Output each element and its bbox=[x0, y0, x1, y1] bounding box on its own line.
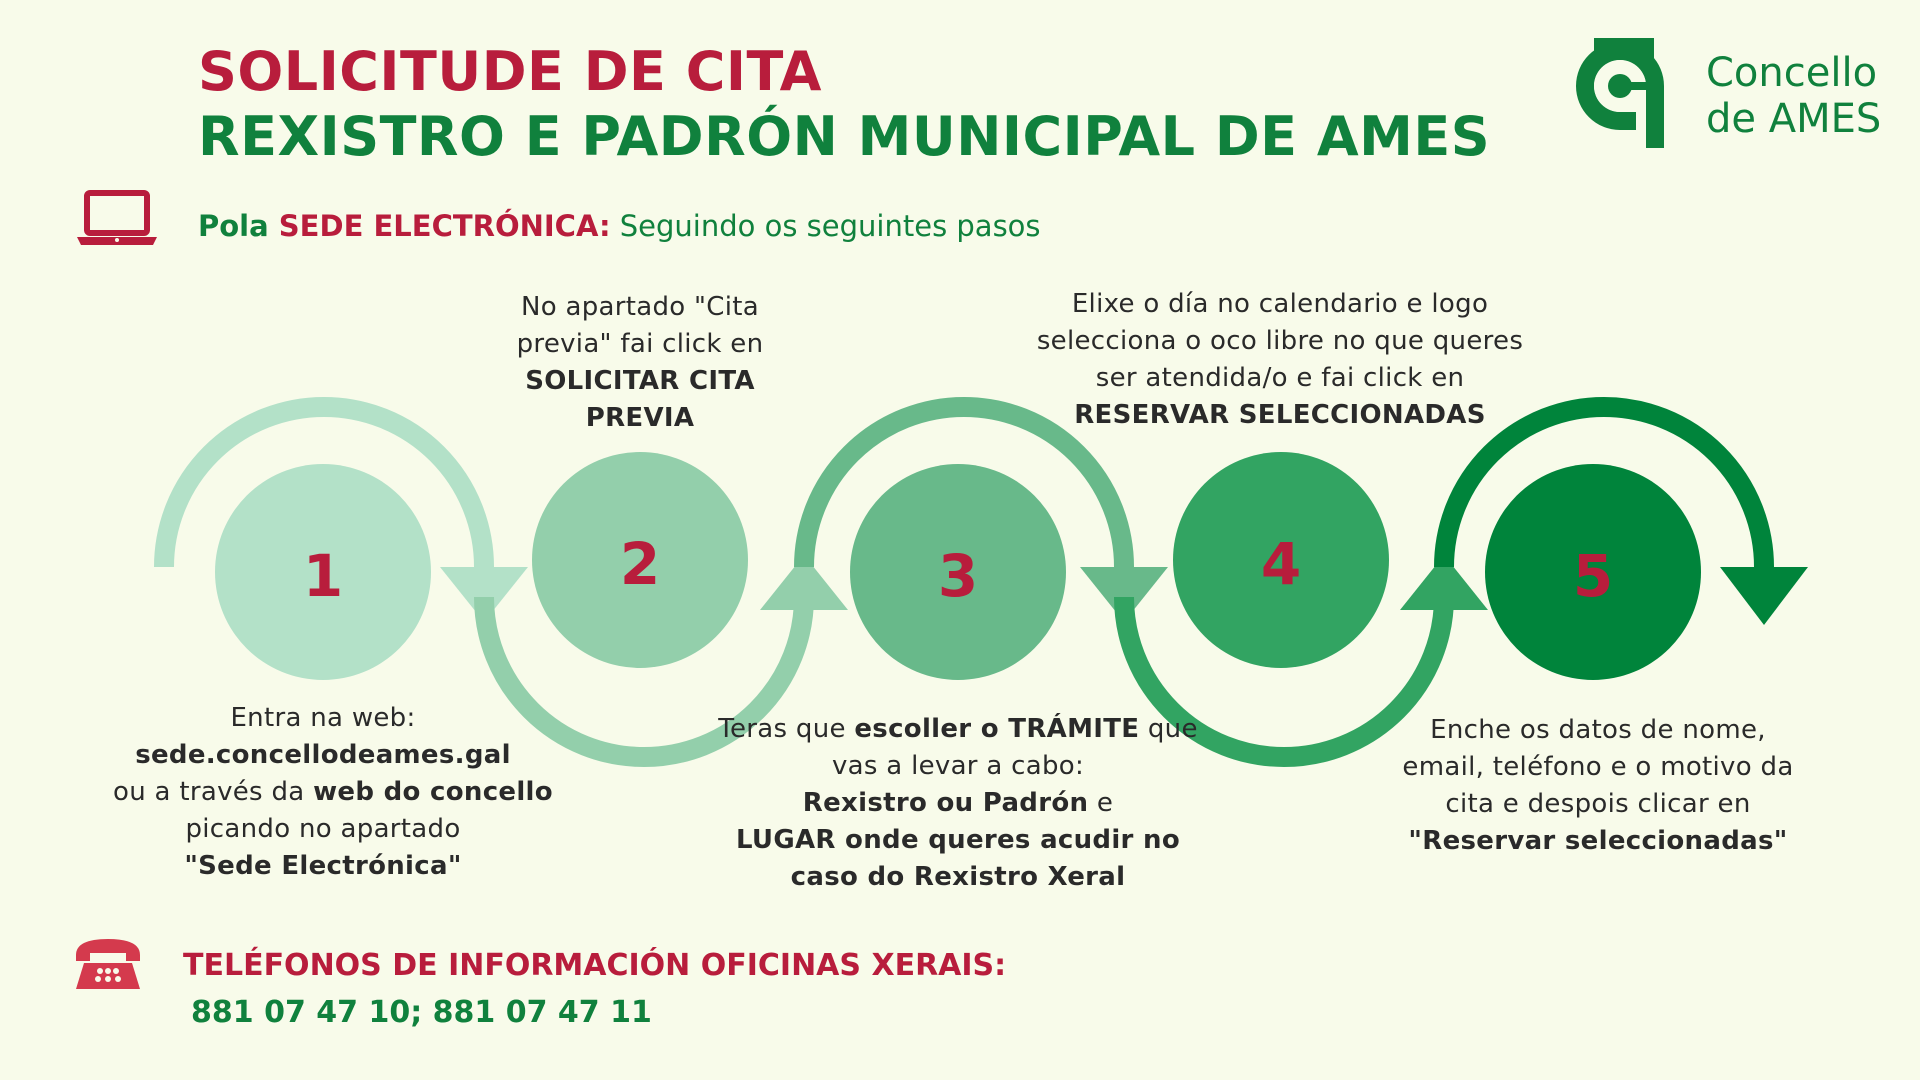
subtitle-prefix: Pola bbox=[198, 209, 279, 243]
step-2-number: 2 bbox=[619, 530, 661, 598]
step-3-line3a: Rexistro ou Padrón bbox=[802, 788, 1089, 818]
step-4-line4 bbox=[1010, 397, 1550, 434]
step-3-line5 bbox=[698, 859, 1218, 896]
page-title-line2: REXISTRO E PADRÓN MUNICIPAL DE AMES bbox=[198, 105, 1491, 168]
step-5-line2: email, teléfono e o motivo da bbox=[1402, 752, 1794, 782]
step-3-line2: vas a levar a cabo: bbox=[831, 751, 1085, 781]
phones-title: TELÉFONOS DE INFORMACIÓN OFICINAS XERAIS: bbox=[183, 948, 1007, 983]
step-1-description bbox=[113, 700, 553, 885]
step-3-line1 bbox=[698, 711, 1218, 748]
step-1-line3b: web do concello bbox=[313, 777, 553, 807]
step-1-line3a: ou a través da bbox=[113, 777, 314, 807]
step-1-line4: picando no apartado bbox=[185, 814, 461, 844]
step-5-line4-bold: "Reservar seleccionadas" bbox=[1408, 826, 1788, 856]
step-4-line4-bold: RESERVAR SELECCIONADAS bbox=[1074, 400, 1486, 430]
telephone-icon bbox=[72, 935, 144, 993]
logo-line1: Concello bbox=[1706, 50, 1878, 96]
step-1-line1: Entra na web: bbox=[230, 703, 416, 733]
step-3-line3b: e bbox=[1088, 788, 1114, 818]
step-1-line5 bbox=[113, 848, 533, 885]
step-1-line5-bold: "Sede Electrónica" bbox=[184, 851, 462, 881]
step-4-description bbox=[1010, 286, 1550, 434]
step-5-line4 bbox=[1383, 823, 1813, 860]
step-2-line4-bold: PREVIA bbox=[585, 403, 695, 433]
step-3-number: 3 bbox=[937, 542, 979, 610]
step-2-line3-bold: SOLICITAR CITA bbox=[525, 366, 755, 396]
step-3-line4-bold: LUGAR onde queres acudir no bbox=[735, 825, 1181, 855]
step-5-line1: Enche os datos de nome, bbox=[1430, 715, 1766, 745]
step-3-line4 bbox=[698, 822, 1218, 859]
subtitle-rest: Seguindo os seguintes pasos bbox=[610, 209, 1041, 243]
step-3-line1c: que bbox=[1139, 714, 1198, 744]
step-2-line3 bbox=[490, 363, 790, 400]
step-4-line3: ser atendida/o e fai click en bbox=[1095, 363, 1465, 393]
page-title-line1: SOLICITUDE DE CITA bbox=[198, 40, 822, 103]
step-2-line4 bbox=[490, 400, 790, 437]
phone-numbers: 881 07 47 10; 881 07 47 11 bbox=[191, 995, 652, 1030]
step-4-line1: Elixe o día no calendario e logo bbox=[1071, 289, 1489, 319]
step-4-number: 4 bbox=[1260, 530, 1302, 598]
step-3-line3 bbox=[698, 785, 1218, 822]
step-5-line3: cita e despois clicar en bbox=[1445, 789, 1751, 819]
subtitle-highlight: SEDE ELECTRÓNICA: bbox=[278, 209, 611, 243]
step-3-line1b: escoller o TRÁMITE bbox=[854, 714, 1140, 744]
step-1-url: sede.concellodeames.gal bbox=[135, 740, 511, 770]
step-3-line5-bold: caso do Rexistro Xeral bbox=[790, 862, 1126, 892]
step-5-description bbox=[1383, 712, 1813, 860]
step-4-line2: selecciona o oco libre no que queres bbox=[1036, 326, 1524, 356]
step-2-line2: previa" fai click en bbox=[516, 329, 764, 359]
logo-line2: de AMES bbox=[1706, 96, 1882, 142]
step-1-line2 bbox=[113, 737, 533, 774]
flow-arrowhead-5 bbox=[1720, 567, 1808, 625]
step-1-line3 bbox=[113, 774, 553, 811]
step-1-number: 1 bbox=[302, 542, 344, 610]
step-2-description bbox=[490, 289, 790, 437]
step-3-description bbox=[698, 711, 1218, 896]
step-5-number: 5 bbox=[1572, 542, 1614, 610]
step-2-line1: No apartado "Cita bbox=[520, 292, 760, 322]
step-3-line1a: Teras que bbox=[718, 714, 855, 744]
